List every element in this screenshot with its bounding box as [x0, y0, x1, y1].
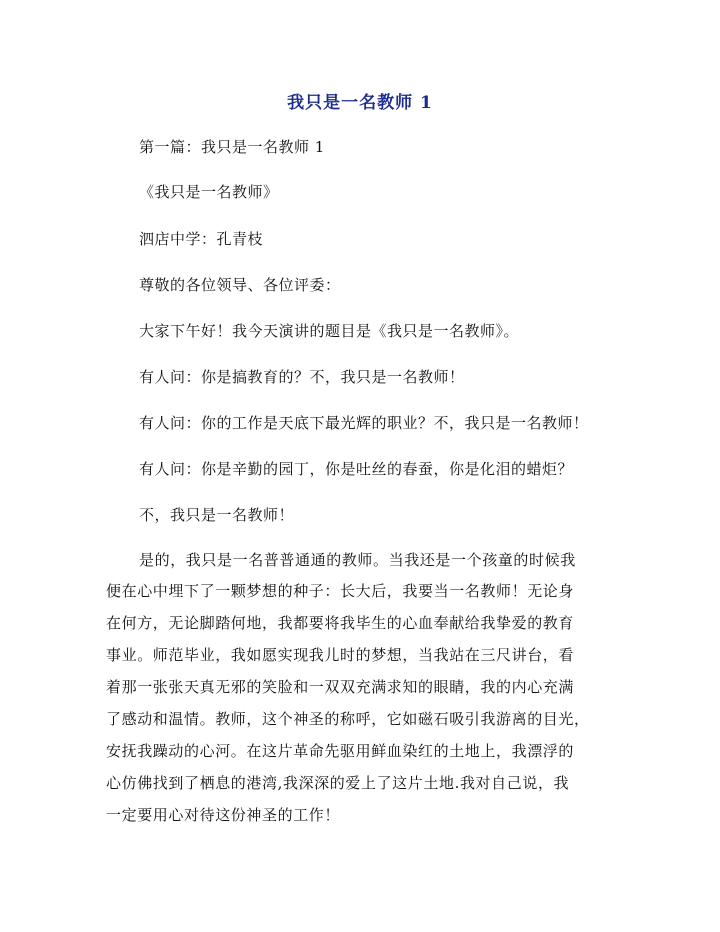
paragraph: 《我只是一名教师》 [139, 183, 279, 201]
paragraph: 尊敬的各位领导、各位评委： [139, 276, 341, 294]
body-line: 事业。师范毕业，我如愿实现我儿时的梦想，当我站在三尺讲台，看 [106, 646, 575, 664]
body-line: 心仿佛找到了栖息的港湾,我深深的爱上了这片土地.我对自己说，我 [106, 774, 570, 792]
body-line: 了感动和温情。教师，这个神圣的称呼，它如磁石吸引我游离的目光， [106, 710, 590, 728]
paragraph: 有人问：你是搞教育的？不，我只是一名教师！ [139, 368, 465, 386]
body-line: 着那一张张天真无邪的笑脸和一双双充满求知的眼睛，我的内心充满 [106, 678, 575, 696]
paragraph: 有人问：你的工作是天底下最光辉的职业？不，我只是一名教师！ [139, 414, 589, 432]
body-line: 安抚我躁动的心河。在这片革命先驱用鲜血染红的土地上，我漂浮的 [106, 742, 575, 760]
body-line: 在何方，无论脚踏何地，我都要将我毕生的心血奉献给我挚爱的教育 [106, 614, 575, 632]
body-line: 便在心中埋下了一颗梦想的种子：长大后，我要当一名教师！无论身 [106, 582, 575, 600]
document-title: 我只是一名教师 1 [287, 93, 433, 113]
paragraph: 第一篇：我只是一名教师 1 [139, 138, 325, 156]
body-line: 一定要用心对待这份神圣的工作！ [106, 806, 341, 824]
paragraph: 不，我只是一名教师！ [139, 506, 295, 524]
paragraph: 泗店中学：孔青枝 [139, 230, 264, 248]
paragraph: 有人问：你是辛勤的园丁，你是吐丝的春蚕，你是化泪的蜡炬？ [139, 460, 574, 478]
paragraph: 大家下午好！我今天演讲的题目是《我只是一名教师》。 [139, 322, 520, 340]
body-line: 是的，我只是一名普普通通的教师。当我还是一个孩童的时候我 [139, 551, 576, 569]
